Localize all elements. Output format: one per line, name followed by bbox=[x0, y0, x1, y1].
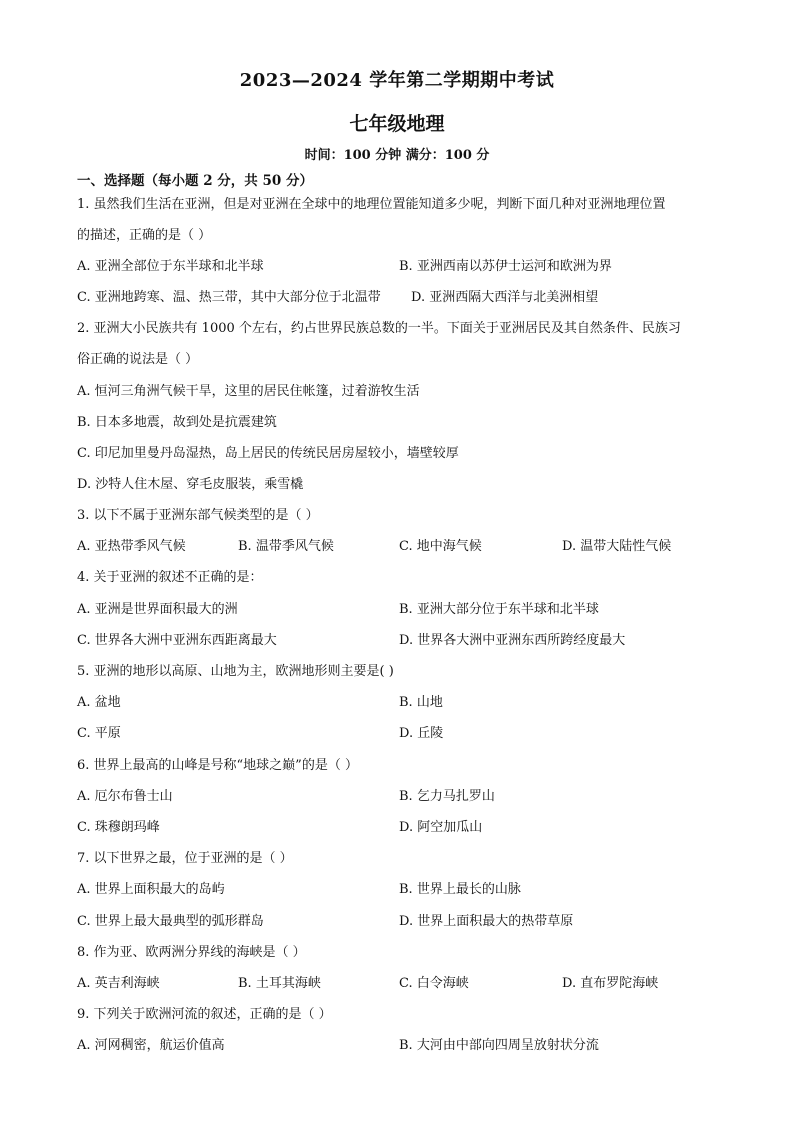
question-1-stem-line-2: 的描述，正确的是（ ） bbox=[77, 228, 212, 243]
question-9-option-b: B. 大河由中部向四周呈放射状分流 bbox=[399, 1038, 599, 1053]
question-8-stem: 8. 作为亚、欧两洲分界线的海峡是（ ） bbox=[77, 945, 306, 960]
question-1-stem-line-1: 1. 虽然我们生活在亚洲，但是对亚洲在全球中的地理位置能知道多少呢，判断下面几种对亚洲地理位置 bbox=[77, 197, 666, 212]
question-3-stem: 3. 以下不属于亚洲东部气候类型的是（ ） bbox=[77, 508, 319, 523]
question-4-stem: 4. 关于亚洲的叙述不正确的是： bbox=[77, 570, 263, 585]
question-5-option-a: A. 盆地 bbox=[77, 695, 121, 710]
question-4-option-d: D. 世界各大洲中亚洲东西所跨经度最大 bbox=[399, 633, 626, 648]
question-1-option-b: B. 亚洲西南以苏伊士运河和欧洲为界 bbox=[399, 259, 612, 274]
question-6-option-d: D. 阿空加瓜山 bbox=[399, 820, 483, 835]
question-2-option-d: D. 沙特人住木屋、穿毛皮服装，乘雪橇 bbox=[77, 477, 304, 492]
exam-title: 2023—2024 学年第二学期期中考试 bbox=[239, 70, 555, 91]
question-4-option-a: A. 亚洲是世界面积最大的洲 bbox=[77, 602, 238, 617]
question-7-option-c: C. 世界上最大最典型的弧形群岛 bbox=[77, 914, 264, 929]
question-2-option-c: C. 印尼加里曼丹岛湿热，岛上居民的传统民居房屋较小，墙壁较厚 bbox=[77, 446, 459, 461]
question-6-stem: 6. 世界上最高的山峰是号称“地球之巅”的是（ ） bbox=[77, 758, 358, 773]
question-4-option-c: C. 世界各大洲中亚洲东西距离最大 bbox=[77, 633, 277, 648]
question-2-stem-line-2: 俗正确的说法是（ ） bbox=[77, 352, 199, 367]
question-5-option-d: D. 丘陵 bbox=[399, 726, 444, 741]
question-2-option-b: B. 日本多地震，故到处是抗震建筑 bbox=[77, 415, 277, 430]
question-9-option-a: A. 河网稠密，航运价值高 bbox=[77, 1038, 225, 1053]
question-8-option-d: D. 直布罗陀海峡 bbox=[562, 976, 659, 991]
question-2-stem-line-1: 2. 亚洲大小民族共有 1000 个左右，约占世界民族总数的一半。下面关于亚洲居民及其自然条件、民族习 bbox=[77, 321, 681, 336]
question-9-stem: 9. 下列关于欧洲河流的叙述，正确的是（ ） bbox=[77, 1007, 332, 1022]
question-8-option-b: B. 土耳其海峡 bbox=[238, 976, 321, 991]
question-6-option-b: B. 乞力马扎罗山 bbox=[399, 789, 495, 804]
question-6-option-c: C. 珠穆朗玛峰 bbox=[77, 820, 160, 835]
question-8-option-c: C. 白令海峡 bbox=[399, 976, 469, 991]
question-7-option-a: A. 世界上面积最大的岛屿 bbox=[77, 882, 225, 897]
question-5-stem: 5. 亚洲的地形以高原、山地为主，欧洲地形则主要是( ) bbox=[77, 664, 394, 679]
question-1-option-c: C. 亚洲地跨寒、温、热三带，其中大部分位于北温带 bbox=[77, 290, 381, 305]
question-1-option-d: D. 亚洲西隔大西洋与北美洲相望 bbox=[411, 290, 599, 305]
exam-subtitle: 七年级地理 bbox=[349, 113, 445, 135]
section-heading: 一、选择题（每小题 2 分，共 50 分） bbox=[77, 173, 313, 189]
question-3-option-c: C. 地中海气候 bbox=[399, 539, 482, 554]
question-6-option-a: A. 厄尔布鲁士山 bbox=[77, 789, 173, 804]
question-7-option-d: D. 世界上面积最大的热带草原 bbox=[399, 914, 574, 929]
question-8-option-a: A. 英吉利海峡 bbox=[77, 976, 160, 991]
question-7-stem: 7. 以下世界之最，位于亚洲的是（ ） bbox=[77, 851, 293, 866]
question-3-option-b: B. 温带季风气候 bbox=[238, 539, 334, 554]
question-7-option-b: B. 世界上最长的山脉 bbox=[399, 882, 521, 897]
question-5-option-c: C. 平原 bbox=[77, 726, 121, 741]
exam-meta: 时间：100 分钟 满分：100 分 bbox=[304, 148, 490, 163]
question-4-option-b: B. 亚洲大部分位于东半球和北半球 bbox=[399, 602, 599, 617]
question-3-option-d: D. 温带大陆性气候 bbox=[562, 539, 672, 554]
question-3-option-a: A. 亚热带季风气候 bbox=[77, 539, 186, 554]
question-5-option-b: B. 山地 bbox=[399, 695, 443, 710]
question-2-option-a: A. 恒河三角洲气候干旱，这里的居民住帐篷，过着游牧生活 bbox=[77, 384, 420, 399]
question-1-option-a: A. 亚洲全部位于东半球和北半球 bbox=[77, 259, 264, 274]
